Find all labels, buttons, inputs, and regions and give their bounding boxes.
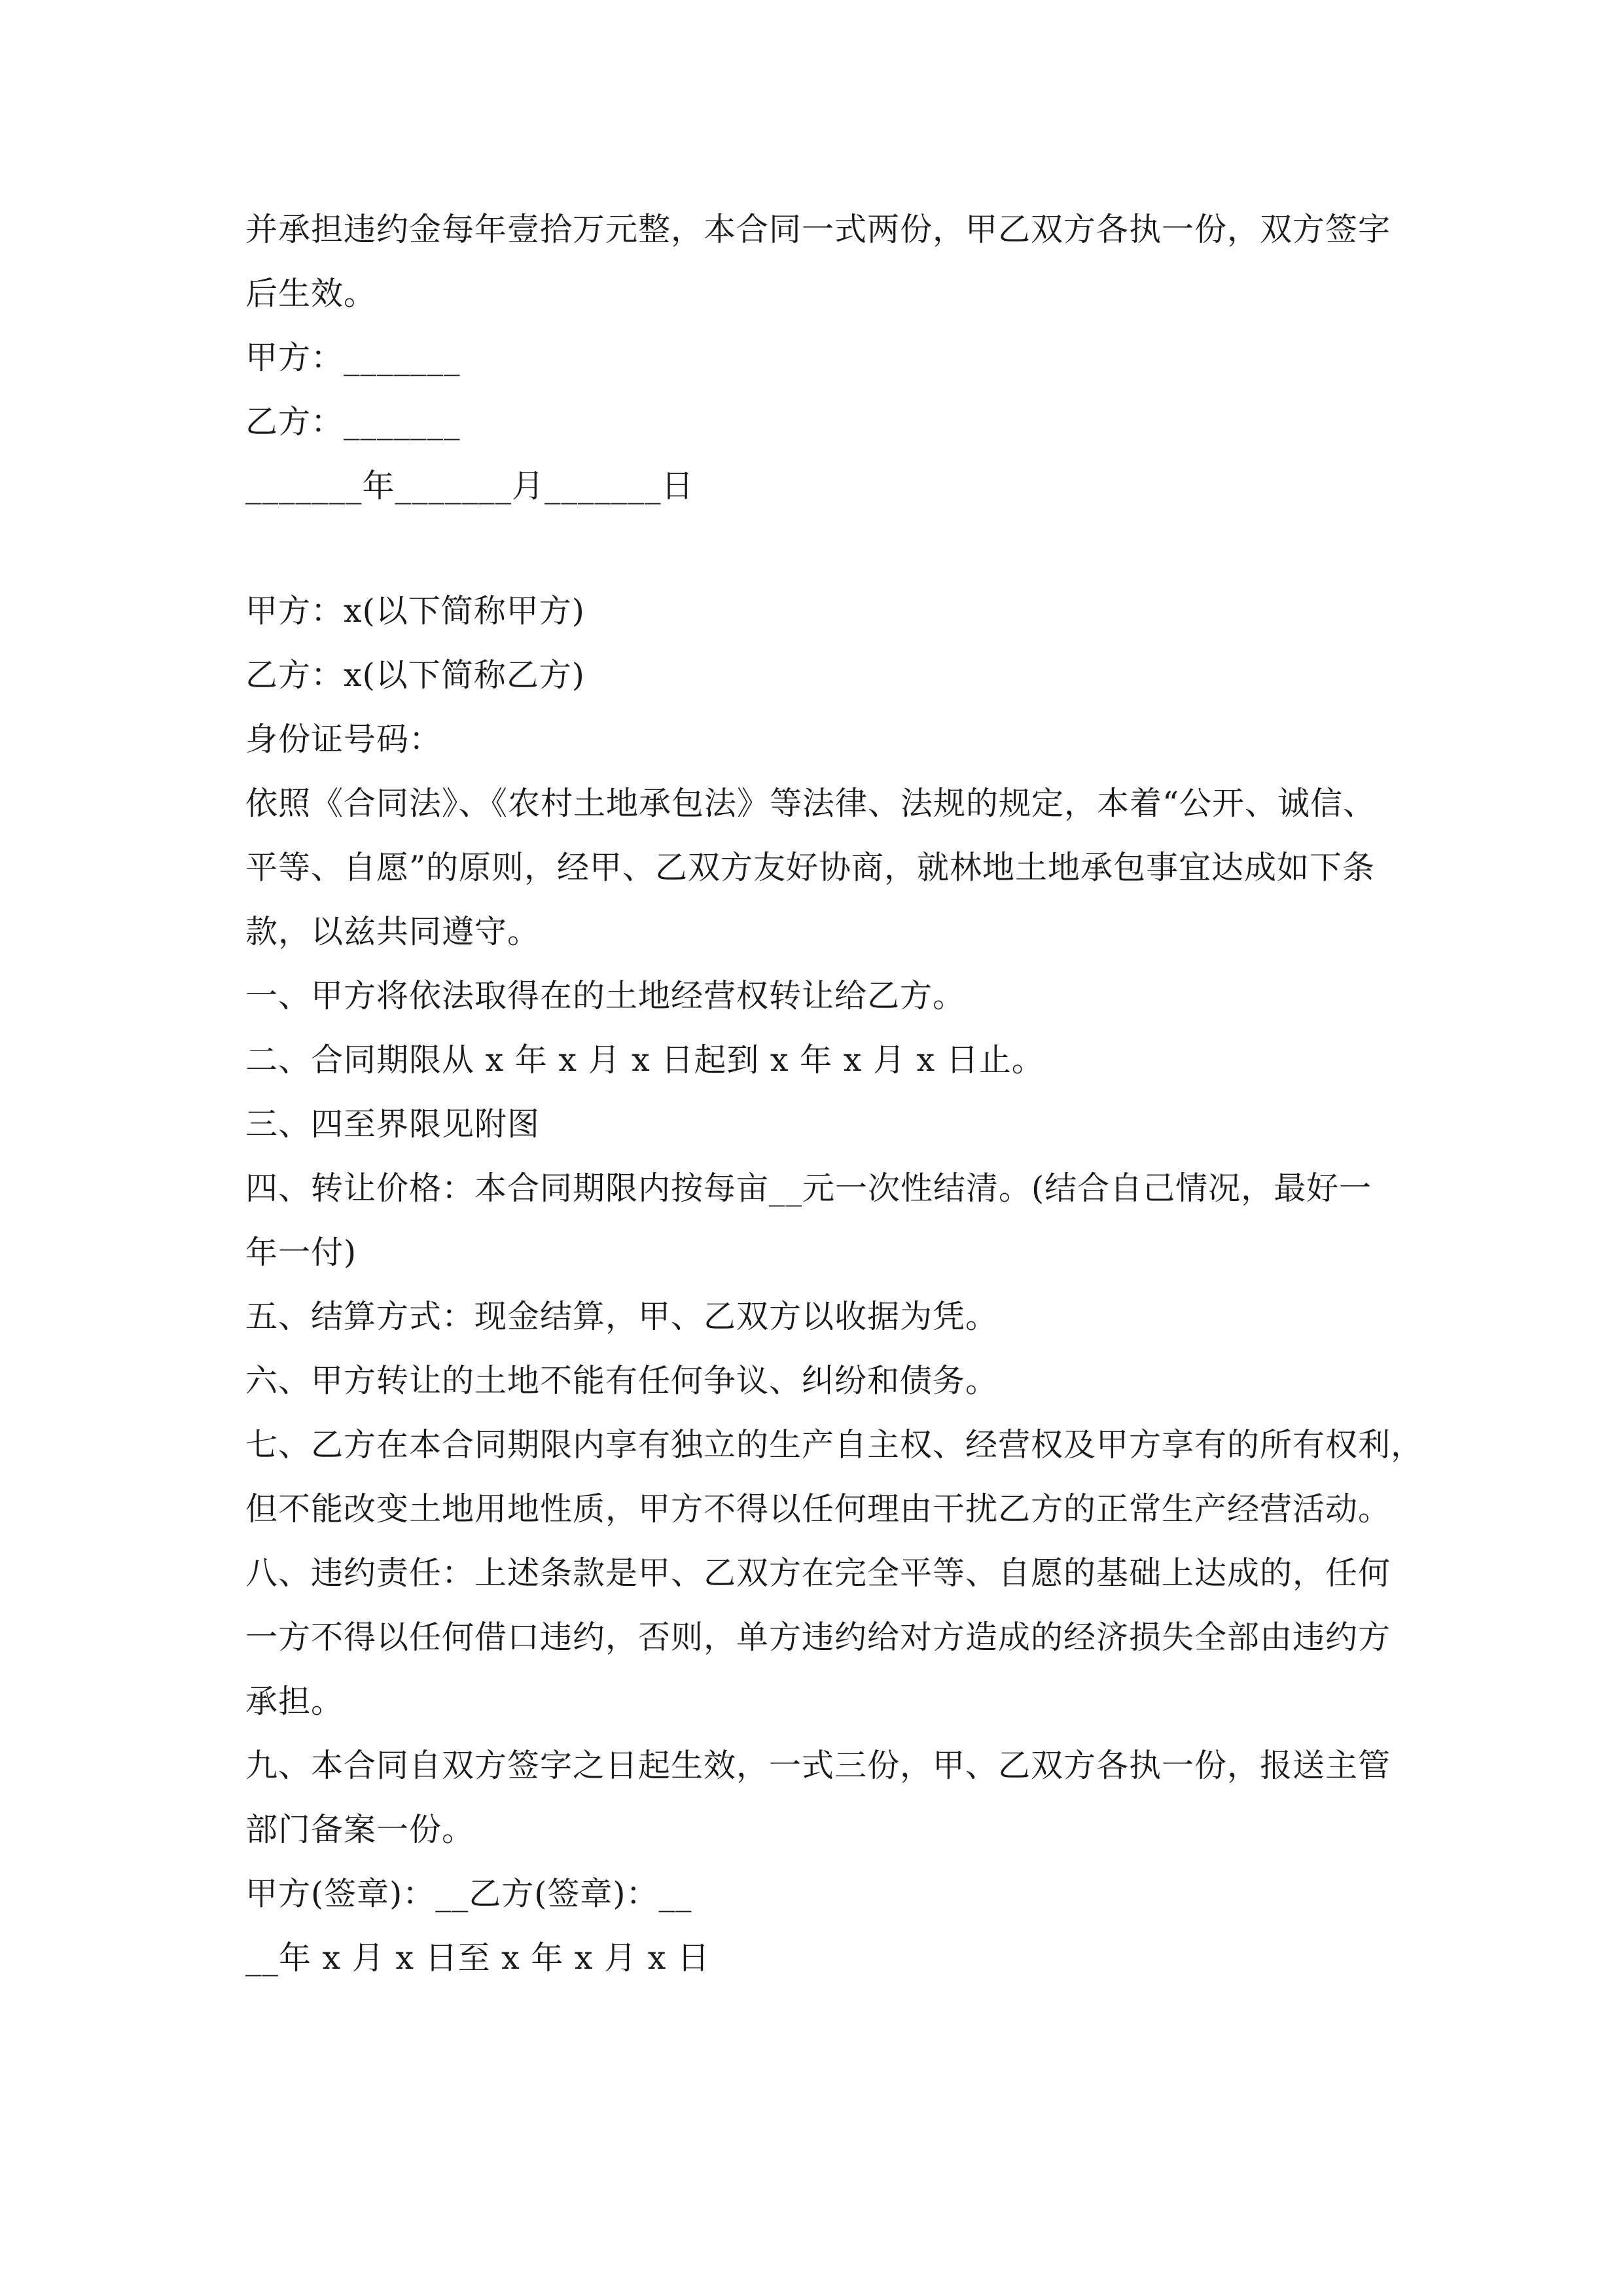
- contract-ending-section: [245, 198, 1391, 518]
- clause-8: 八、违约责任：上述条款是甲、乙双方在完全平等、自愿的基础上达成的，任何: [245, 1554, 1391, 1592]
- clause-4: 四、转让价格：本合同期限内按每亩__元一次性结清。(结合自己情况，最好一: [245, 1170, 1372, 1207]
- clause-3: 三、四至界限见附图: [245, 1105, 541, 1143]
- clause-8-cont: 承担。: [245, 1683, 344, 1720]
- clause-8-cont: 一方不得以任何借口违约，否则，单方违约给对方造成的经济损失全部由违约方: [245, 1619, 1391, 1656]
- clause-6: 六、甲方转让的土地不能有任何争议、纠纷和债务。: [245, 1362, 999, 1399]
- clause-2: 二、合同期限从 x 年 x 月 x 日起到 x 年 x 月 x 日止。: [245, 1041, 1044, 1079]
- preamble-line: 平等、自愿”的原则，经甲、乙双方友好协商，就林地土地承包事宜达成如下条: [245, 849, 1376, 886]
- date-line: _______年_______月_______日: [245, 467, 694, 505]
- penalty-clause-line-cont: 后生效。: [245, 275, 377, 312]
- preamble-line: 依照《合同法》、《农村土地承包法》等法律、法规的规定，本着“公开、诚信、: [245, 785, 1376, 822]
- clause-7: 七、乙方在本合同期限内享有独立的生产自主权、经营权及甲方享有的所有权利，: [245, 1426, 1424, 1463]
- clause-4-cont: 年一付): [245, 1234, 357, 1271]
- clause-9: 九、本合同自双方签字之日起生效，一式三份，甲、乙双方各执一份，报送主管: [245, 1747, 1391, 1784]
- signature-line: 甲方(签章)：__乙方(签章)：__: [245, 1875, 692, 1912]
- clause-1: 一、甲方将依法取得在的土地经营权转让给乙方。: [245, 977, 966, 1014]
- party-b-signature-line: 乙方：_______: [245, 403, 461, 440]
- party-a-signature-line: 甲方：_______: [245, 339, 461, 376]
- clause-7-cont: 但不能改变土地用地性质，甲方不得以任何理由干扰乙方的正常生产经营活动。: [245, 1490, 1391, 1528]
- preamble-line: 款，以兹共同遵守。: [245, 913, 541, 950]
- penalty-clause-line: 并承担违约金每年壹拾万元整，本合同一式两份，甲乙双方各执一份，双方签字: [245, 211, 1391, 248]
- party-b-line: 乙方：x(以下简称乙方): [245, 656, 585, 694]
- land-transfer-contract-section: [245, 579, 1424, 1990]
- clause-5: 五、结算方式：现金结算，甲、乙双方以收据为凭。: [245, 1298, 999, 1335]
- id-number-line: 身份证号码：: [245, 721, 442, 758]
- party-a-line: 甲方：x(以下简称甲方): [245, 592, 585, 630]
- term-date-line: __年 x 月 x 日至 x 年 x 月 x 日: [245, 1939, 710, 1977]
- clause-9-cont: 部门备案一份。: [245, 1811, 475, 1848]
